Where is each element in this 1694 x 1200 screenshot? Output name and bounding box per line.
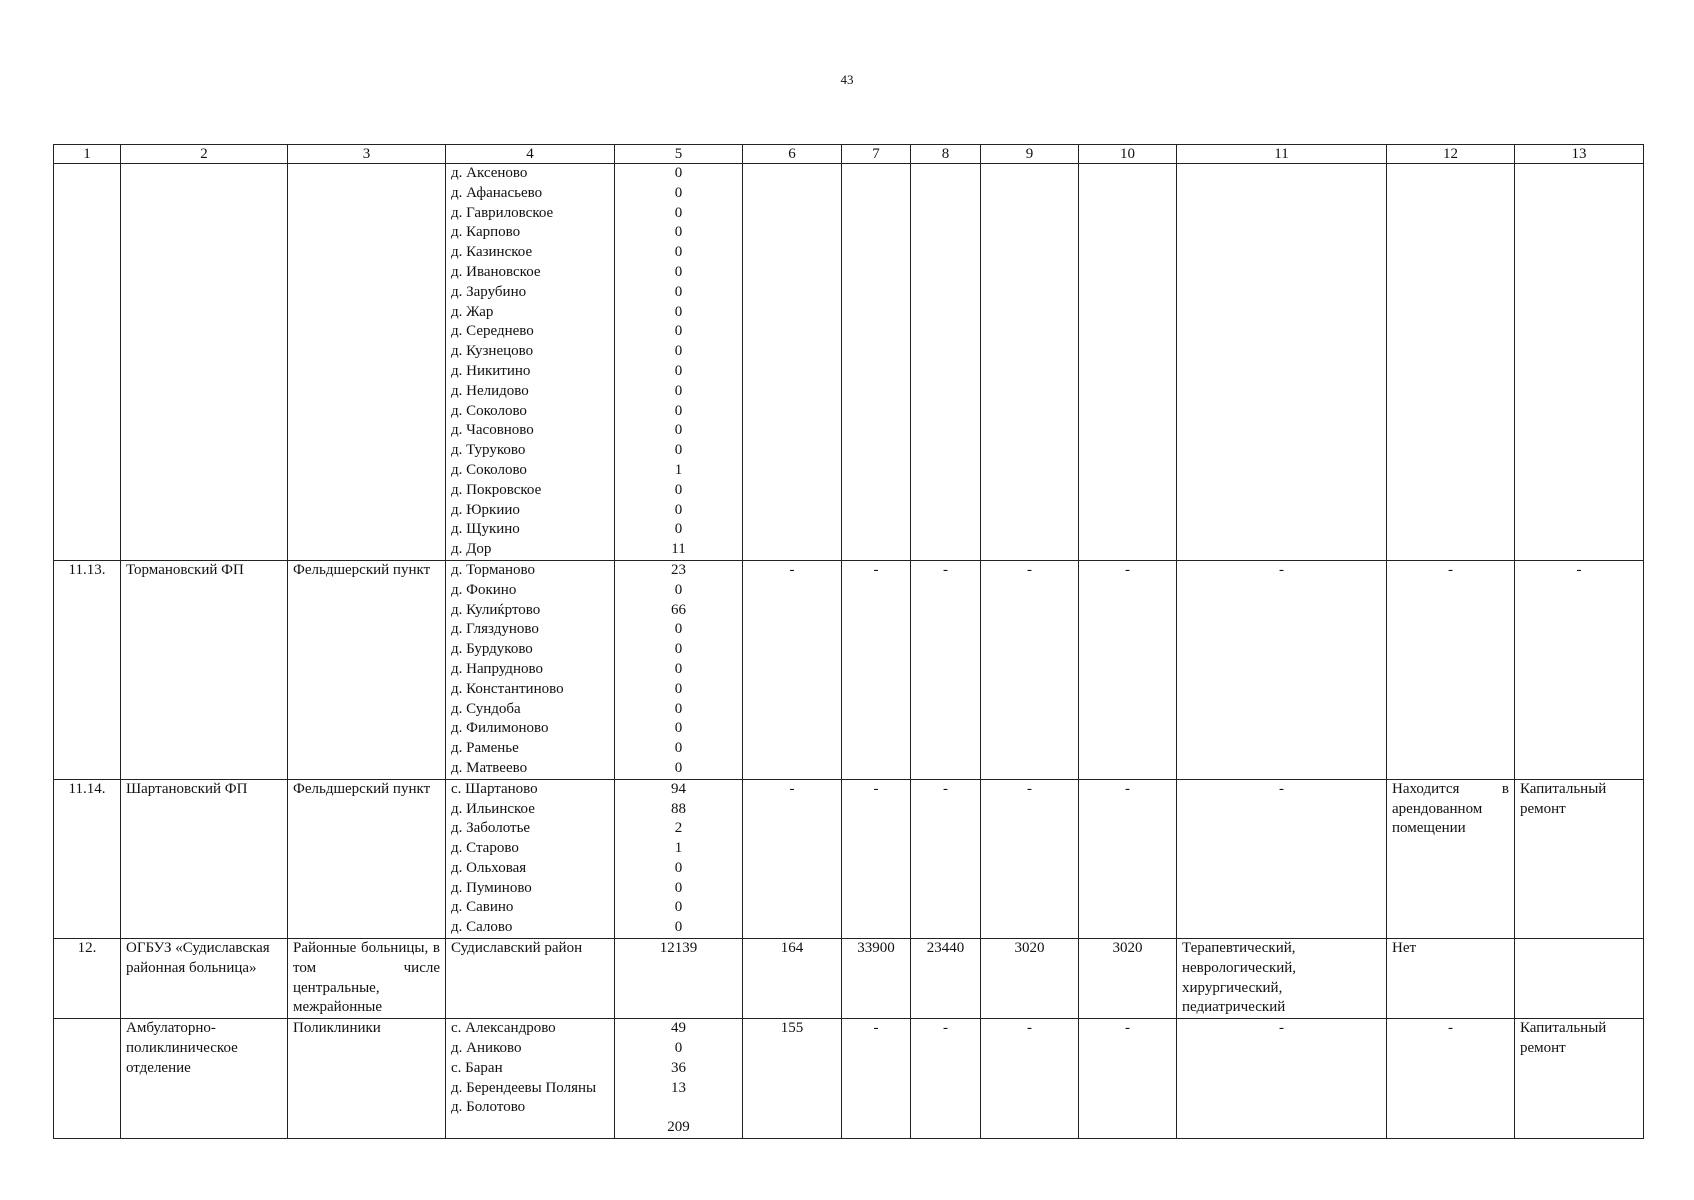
settlement-name: д. Казинское	[451, 244, 533, 261]
population-value: 0	[674, 283, 683, 300]
settlement-name: д. Карпово	[451, 224, 521, 241]
facility-name-cell: Шартановский ФП	[121, 779, 288, 938]
settlement-name: д. Савино	[451, 899, 514, 916]
column-number: 12	[1387, 145, 1515, 164]
population-value: 0	[674, 224, 683, 241]
population-value: 0	[674, 859, 683, 876]
population-value: 88	[671, 800, 686, 817]
population-value: 0	[674, 402, 683, 419]
population-value: 49	[671, 1020, 686, 1037]
population-value: 0	[674, 263, 683, 280]
table-cell: -	[743, 560, 842, 779]
population-value: 0	[674, 521, 683, 538]
column-number: 1	[54, 145, 121, 164]
settlement-name: д. Заболотье	[451, 820, 531, 837]
settlement-name: д. Аниково	[451, 1040, 522, 1057]
population-value: 1	[674, 461, 683, 478]
settlement-name: д. Фокино	[451, 581, 517, 598]
population-value: 0	[674, 382, 683, 399]
row-number-cell	[54, 164, 121, 561]
table-cell: -	[1079, 779, 1177, 938]
repair-needs-cell: Капитальный ремонт	[1515, 779, 1644, 938]
population-value: 66	[671, 601, 686, 618]
table-cell: -	[1387, 560, 1515, 779]
column-number: 8	[911, 145, 981, 164]
table-cell: -	[842, 1019, 911, 1139]
table-cell: -	[981, 560, 1079, 779]
settlement-name: д. Торманово	[451, 561, 535, 578]
settlement-name: д. Ивановское	[451, 263, 541, 280]
settlement-name: д. Болотово	[451, 1099, 526, 1116]
population-value: 0	[674, 899, 683, 916]
table-cell: -	[981, 1019, 1079, 1139]
settlements-cell	[446, 560, 615, 779]
population-value: 1	[674, 840, 683, 857]
table-cell: 164	[743, 939, 842, 1019]
facility-type-cell: Районные больницы, в том числе центральные, межрайонные	[288, 939, 446, 1019]
settlements-cell	[446, 779, 615, 938]
population-value: 0	[674, 244, 683, 261]
population-value: 0	[674, 759, 683, 776]
population-value: 0	[674, 1040, 683, 1057]
table-cell: 3020	[981, 939, 1079, 1019]
population-cell	[615, 779, 743, 938]
population-value: 13	[671, 1079, 686, 1096]
table-cell: 3020	[1079, 939, 1177, 1019]
settlement-name: д. Афанасьево	[451, 184, 543, 201]
column-number: 13	[1515, 145, 1644, 164]
table-cell: -	[1515, 560, 1644, 779]
table-cell: -	[1177, 1019, 1387, 1139]
settlement-name: д. Жар	[451, 303, 494, 320]
population-value: 0	[674, 660, 683, 677]
settlement-name: д. Ильинское	[451, 800, 535, 817]
population-cell	[615, 164, 743, 561]
table-cell: 33900	[842, 939, 911, 1019]
settlement-name: д. Дор	[451, 541, 492, 558]
table-cell	[911, 164, 981, 561]
settlement-name: д. Сундоба	[451, 700, 521, 717]
population-value: 0	[674, 343, 683, 360]
population-value: 0	[674, 362, 683, 379]
settlement-name: д. Филимоново	[451, 720, 549, 737]
settlements-cell	[446, 1019, 615, 1139]
settlement-name: д. Салово	[451, 919, 513, 936]
table-row	[54, 779, 1644, 938]
population-value: 0	[674, 720, 683, 737]
settlement-name: д. Раменье	[451, 740, 519, 757]
table-cell: -	[911, 1019, 981, 1139]
settlement-name: д. Зарубино	[451, 283, 527, 300]
population-value: 209	[667, 1119, 690, 1136]
population-value: 0	[674, 879, 683, 896]
settlement-name: д. Старово	[451, 840, 519, 857]
settlement-name: д. Кулиќртово	[451, 601, 541, 618]
facility-type-cell	[288, 164, 446, 561]
population-value: 23	[671, 561, 686, 578]
settlement-name: д. Середнево	[451, 323, 534, 340]
settlement-name: д. Константиново	[451, 680, 564, 697]
population-value: 0	[674, 422, 683, 439]
settlements-cell	[446, 164, 615, 561]
column-number: 9	[981, 145, 1079, 164]
facility-name-cell	[121, 164, 288, 561]
settlement-name: д. Берендеевы Поляны	[451, 1079, 597, 1096]
settlement-name: д. Матвеево	[451, 759, 528, 776]
table-cell: 23440	[911, 939, 981, 1019]
row-number-cell: 11.14.	[54, 779, 121, 938]
settlement-name: д. Соколово	[451, 461, 527, 478]
departments-cell: Терапевтический, неврологический, хирургический, педиатрический	[1177, 939, 1387, 1019]
population-value: 0	[674, 621, 683, 638]
settlement-name: д. Пуминово	[451, 879, 532, 896]
settlement-name: д. Ольховая	[451, 859, 527, 876]
population-value: 0	[674, 700, 683, 717]
facility-type-cell: Фельдшерский пункт	[288, 779, 446, 938]
population-value: 0	[674, 204, 683, 221]
column-number: 10	[1079, 145, 1177, 164]
facilities-table	[53, 144, 1644, 1139]
facility-name-cell: Тормановский ФП	[121, 560, 288, 779]
settlement-name: с. Баран	[451, 1059, 503, 1076]
table-cell	[1387, 164, 1515, 561]
population-value: 0	[674, 481, 683, 498]
facility-name-cell: ОГБУЗ «Судиславская районная больница»	[121, 939, 288, 1019]
table-cell: -	[911, 779, 981, 938]
population-value: 0	[674, 680, 683, 697]
table-cell: -	[1079, 560, 1177, 779]
population-value: 0	[674, 184, 683, 201]
population-value: 0	[674, 919, 683, 936]
table-row	[54, 164, 1644, 561]
population-value: 36	[671, 1059, 686, 1076]
settlement-name: д. Соколово	[451, 402, 527, 419]
population-value: 0	[674, 740, 683, 757]
table-cell: -	[1177, 779, 1387, 938]
table-cell	[842, 164, 911, 561]
table-cell	[1515, 164, 1644, 561]
column-number: 11	[1177, 145, 1387, 164]
settlements-cell	[446, 939, 615, 1019]
population-value: 11	[671, 541, 686, 558]
table-cell: -	[911, 560, 981, 779]
table-cell	[1177, 164, 1387, 561]
column-number: 7	[842, 145, 911, 164]
settlement-name: д. Никитино	[451, 362, 531, 379]
table-cell	[743, 164, 842, 561]
population-value: 12139	[659, 940, 698, 957]
column-number: 6	[743, 145, 842, 164]
row-number-cell: 12.	[54, 939, 121, 1019]
population-cell	[615, 939, 743, 1019]
column-number: 2	[121, 145, 288, 164]
settlement-name: Судиславский район	[451, 940, 583, 957]
settlement-name: д. Напрудново	[451, 660, 543, 677]
settlement-name: д. Щукино	[451, 521, 520, 538]
repair-needs-cell	[1515, 939, 1644, 1019]
table-cell: -	[1079, 1019, 1177, 1139]
facility-type-cell: Фельдшерский пункт	[288, 560, 446, 779]
table-cell: 155	[743, 1019, 842, 1139]
column-number-row	[54, 145, 1644, 164]
population-cell	[615, 560, 743, 779]
table-cell: -	[842, 779, 911, 938]
population-value: 0	[674, 323, 683, 340]
premises-status-cell: Нет	[1387, 939, 1515, 1019]
table-cell	[981, 164, 1079, 561]
settlement-name: д. Часовново	[451, 422, 534, 439]
table-cell: -	[842, 560, 911, 779]
settlement-name: д. Гляздуново	[451, 621, 539, 638]
table-row	[54, 1019, 1644, 1139]
premises-status-cell: Находится в арендованном помещении	[1387, 779, 1515, 938]
settlement-name: д. Кузнецово	[451, 343, 534, 360]
table-cell	[1079, 164, 1177, 561]
facility-type-cell: Поликлиники	[288, 1019, 446, 1139]
facility-name-cell: Амбулаторно-поликлиническое отделение	[121, 1019, 288, 1139]
population-cell	[615, 1019, 743, 1139]
column-number: 5	[615, 145, 743, 164]
population-value: 0	[674, 442, 683, 459]
table-cell: -	[1387, 1019, 1515, 1139]
population-value: 0	[674, 501, 683, 518]
population-value: 0	[674, 641, 683, 658]
row-number-cell	[54, 1019, 121, 1139]
table-row	[54, 939, 1644, 1019]
settlement-name: с. Шартаново	[451, 780, 538, 797]
column-number: 3	[288, 145, 446, 164]
settlement-name: д. Аксеново	[451, 165, 528, 181]
settlement-name: д. Юркиио	[451, 501, 520, 518]
population-value: 0	[674, 303, 683, 320]
repair-needs-cell: Капитальный ремонт	[1515, 1019, 1644, 1139]
settlement-name: д. Бурдуково	[451, 641, 533, 658]
table-cell: -	[743, 779, 842, 938]
table-row	[54, 560, 1644, 779]
row-number-cell: 11.13.	[54, 560, 121, 779]
column-number: 4	[446, 145, 615, 164]
population-value: 0	[674, 581, 683, 598]
table-cell: -	[1177, 560, 1387, 779]
settlement-name: с. Александрово	[451, 1020, 556, 1037]
page-number: 43	[840, 72, 854, 87]
population-value: 2	[674, 820, 683, 837]
population-value: 94	[671, 780, 686, 797]
settlement-name: д. Туруково	[451, 442, 526, 459]
settlement-name: д. Нелидово	[451, 382, 529, 399]
population-value: 0	[674, 165, 683, 181]
settlement-name: д. Гавриловское	[451, 204, 554, 221]
settlement-name: д. Покровское	[451, 481, 542, 498]
table-cell: -	[981, 779, 1079, 938]
